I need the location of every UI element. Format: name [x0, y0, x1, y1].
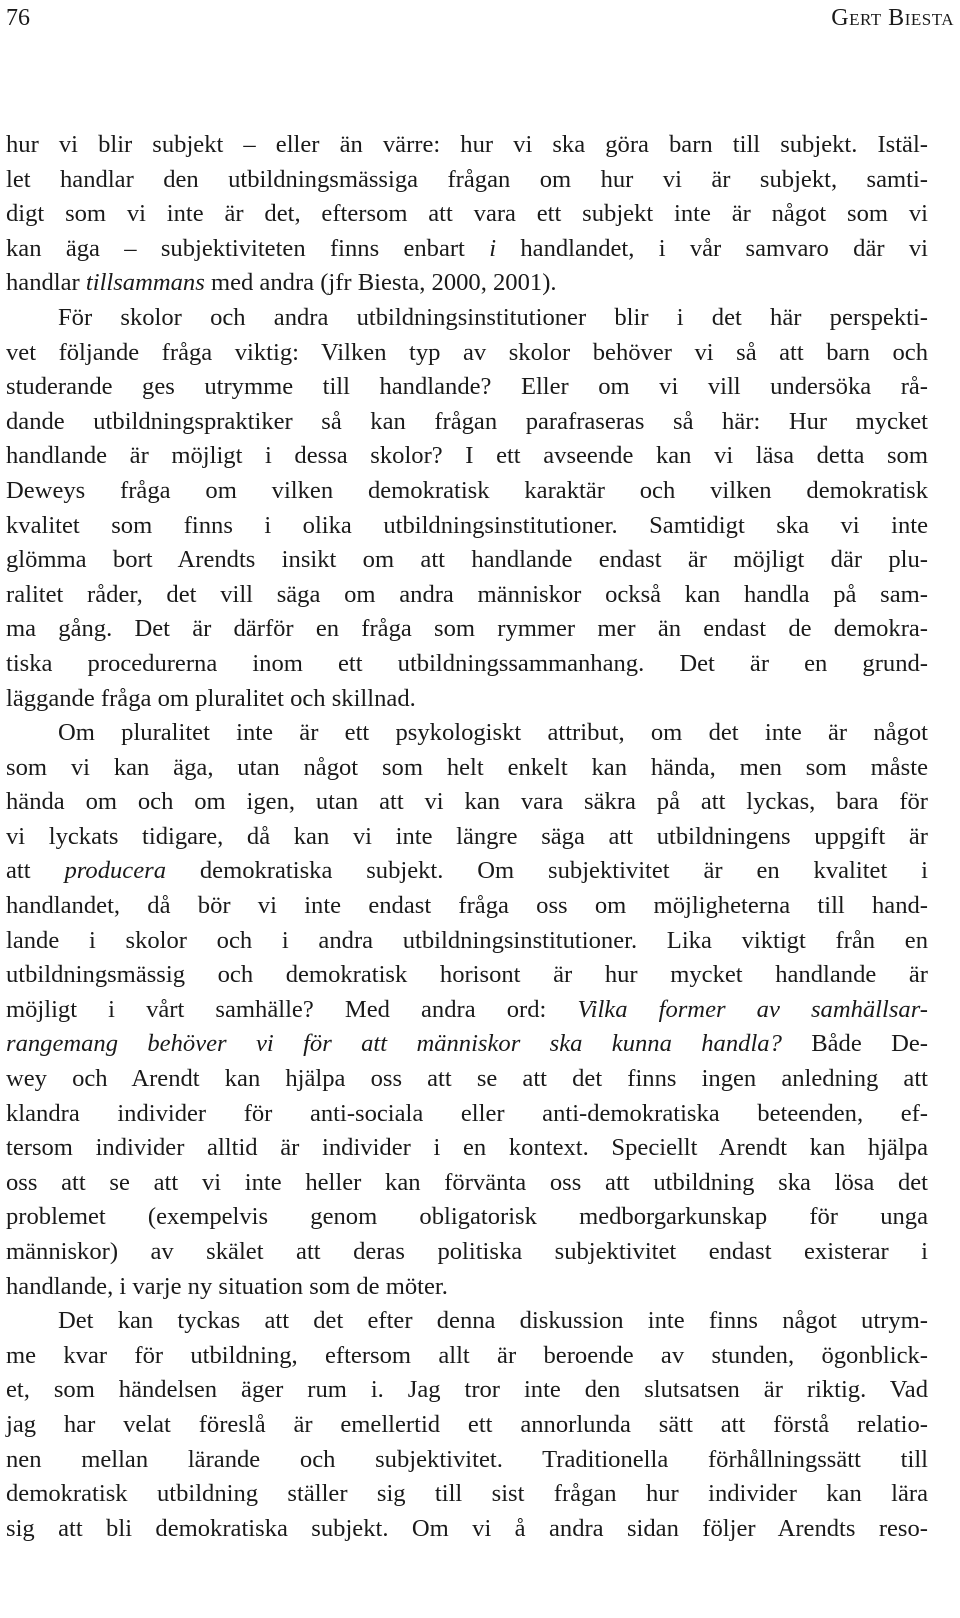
italic-emphasis: i — [489, 234, 497, 262]
text-run: demokratiska subjekt. Om subjektivitet är en kvalitet i — [166, 857, 928, 885]
text-line: lande i skolor och i andra utbildningsinstitutioner. Lika viktigt från en — [6, 926, 928, 954]
text-run: handlar — [6, 269, 86, 297]
text-line: wey och Arendt kan hjälpa oss att se att det finns ingen anledning att — [6, 1065, 928, 1093]
text-run: med andra (jfr Biesta, 2000, 2001). — [204, 269, 557, 297]
text-line: ralitet råder, det vill säga om andra människor också kan handla på sam- — [6, 580, 928, 608]
text-line — [6, 1027, 928, 1062]
text-line: glömma bort Arendts insikt om att handlande endast är möjligt där plu- — [6, 546, 928, 574]
text-line: tersom individer alltid är individer i en kontext. Speciellt Arendt kan hjälpa — [6, 1134, 928, 1162]
text-line — [6, 854, 928, 889]
text-line: Det kan tyckas att det efter denna diskussion inte finns något utrym- — [58, 1307, 928, 1335]
text-line: nen mellan lärande och subjektivitet. Traditionella förhållningssätt till — [6, 1445, 928, 1473]
text-run: Både De- — [781, 1030, 928, 1058]
text-line: handlandet, då bör vi inte endast fråga oss om möjligheterna till hand- — [6, 892, 928, 920]
text-line: studerande ges utrymme till handlande? Eller om vi vill undersöka rå- — [6, 373, 928, 401]
italic-emphasis: tillsammans — [85, 269, 205, 297]
text-line — [6, 232, 928, 267]
italic-emphasis: producera — [64, 857, 166, 885]
text-line: dande utbildningspraktiker så kan frågan parafraseras så här: Hur mycket — [6, 407, 928, 435]
text-line: hur vi blir subjekt – eller än värre: hur vi ska göra barn till subjekt. Istäl- — [6, 131, 928, 158]
text-line: För skolor och andra utbildningsinstitutioner blir i det här perspekti- — [58, 303, 928, 331]
text-line — [6, 266, 928, 301]
text-line: hända om och om igen, utan att vi kan vara säkra på att lyckas, bara för — [6, 788, 928, 816]
running-head-author: Gert Biesta — [831, 5, 954, 31]
text-line: sig att bli demokratiska subjekt. Om vi å andra sidan följer Arendts reso- — [6, 1514, 928, 1542]
text-line — [6, 993, 928, 1028]
text-line: kvalitet som finns i olika utbildningsinstitutioner. Samtidigt ska vi inte — [6, 511, 928, 539]
italic-emphasis: Vilka former av samhällsar- — [577, 995, 928, 1023]
page-number: 76 — [6, 5, 30, 31]
text-line: läggande fråga om pluralitet och skillnad. — [6, 684, 416, 712]
text-line: som vi kan äga, utan något som helt enkelt kan hända, men som måste — [6, 753, 928, 781]
text-line: handlande är möjligt i dessa skolor? I ett avseende kan vi läsa detta som — [6, 442, 928, 470]
italic-emphasis: rangemang behöver vi för att människor ska kunna handla? — [6, 1030, 782, 1058]
body-text — [6, 128, 928, 1546]
text-line: människor) av skälet att deras politiska subjektivitet endast existerar i — [6, 1238, 928, 1265]
text-line: digt som vi inte är det, eftersom att vara ett subjekt inte är något som vi — [6, 200, 928, 228]
text-run: kan äga – subjektiviteten finns enbart — [6, 234, 490, 262]
text-run: handlandet, i vår samvaro där vi — [496, 234, 928, 262]
text-line: let handlar den utbildningsmässiga frågan om hur vi är subjekt, samti- — [6, 165, 928, 193]
text-line: ma gång. Det är därför en fråga som rymmer mer än endast de demokra- — [6, 615, 928, 643]
text-run: att — [6, 857, 65, 885]
text-line: jag har velat föreslå är emellertid ett annorlunda sätt att förstå relatio- — [6, 1410, 928, 1438]
text-line: Om pluralitet inte är ett psykologiskt attribut, om det inte är något — [58, 719, 928, 747]
text-line: problemet (exempelvis genom obligatorisk medborgarkunskap för unga — [6, 1203, 928, 1231]
text-line: et, som händelsen äger rum i. Jag tror inte den slutsatsen är riktig. Vad — [6, 1376, 928, 1404]
text-line: oss att se att vi inte heller kan förvänta oss att utbildning ska lösa det — [6, 1168, 928, 1196]
text-line: me kvar för utbildning, eftersom allt är beroende av stunden, ögonblick- — [6, 1341, 928, 1369]
page-header — [6, 3, 954, 33]
text-line: utbildningsmässig och demokratisk horisont är hur mycket handlande är — [6, 961, 928, 989]
text-run: möjligt i vårt samhälle? Med andra ord: — [6, 995, 578, 1023]
text-line: vi lyckats tidigare, då kan vi inte längre säga att utbildningens uppgift är — [6, 822, 928, 850]
text-line: klandra individer för anti-sociala eller anti-demokratiska beteenden, ef- — [6, 1099, 928, 1127]
text-line: demokratisk utbildning ställer sig till sist frågan hur individer kan lära — [6, 1480, 928, 1508]
text-line: vet följande fråga viktig: Vilken typ av skolor behöver vi så att barn och — [6, 338, 928, 366]
text-line: tiska procedurerna inom ett utbildningssammanhang. Det är en grund- — [6, 649, 928, 677]
text-line: Deweys fråga om vilken demokratisk karaktär och vilken demokratisk — [6, 476, 928, 504]
text-line: handlande, i varje ny situation som de möter. — [6, 1272, 448, 1300]
